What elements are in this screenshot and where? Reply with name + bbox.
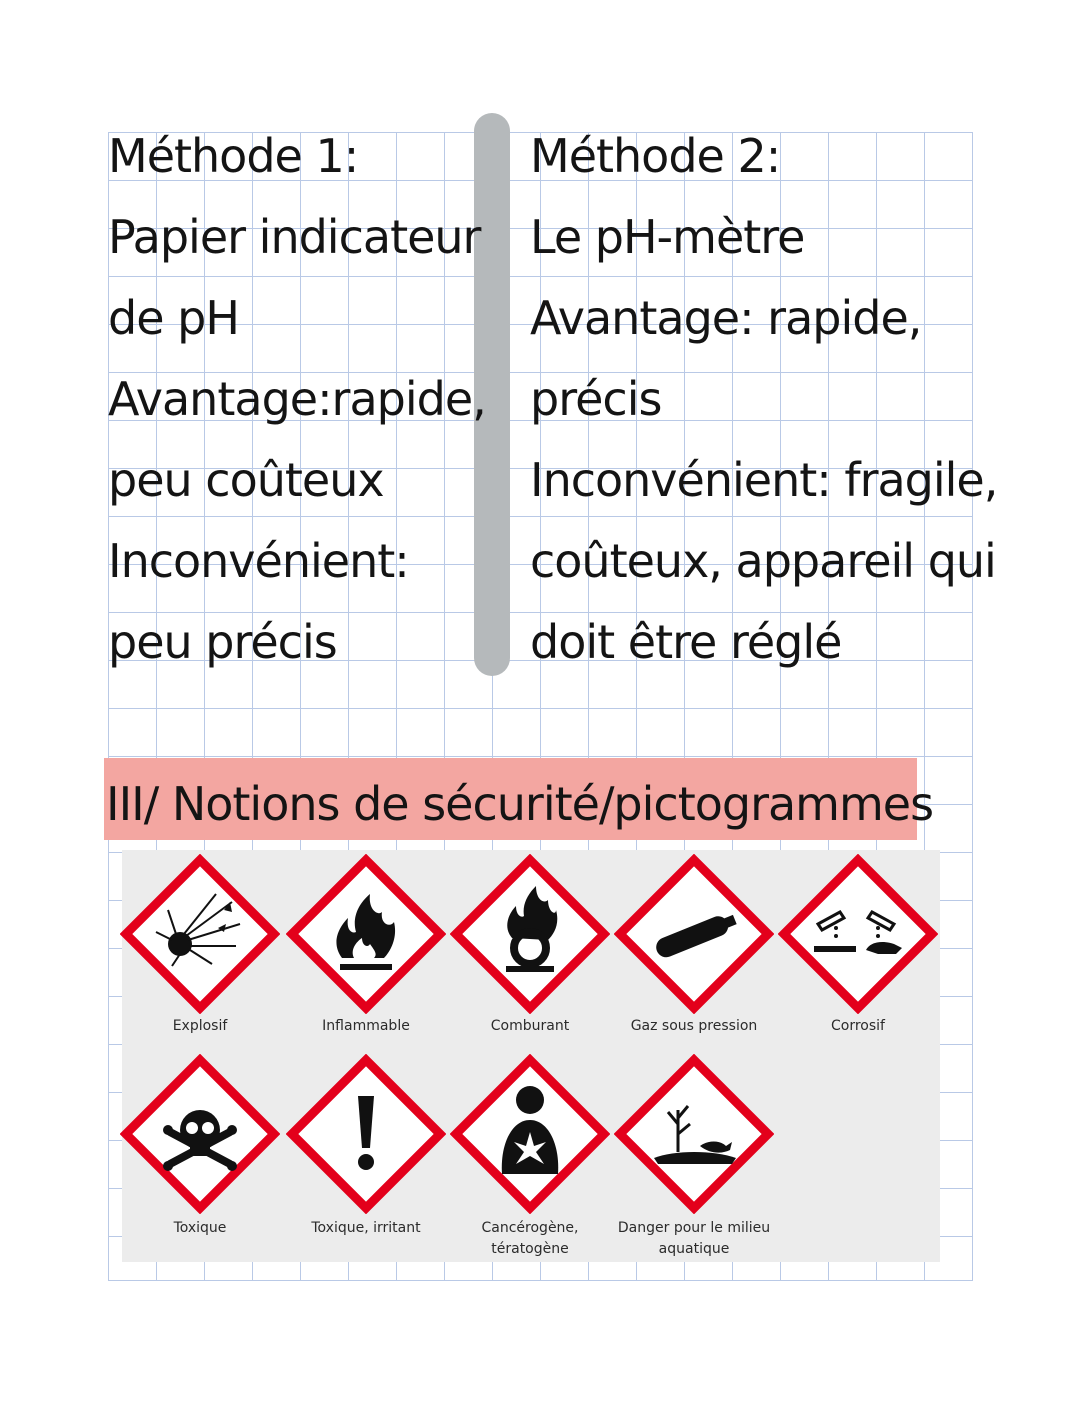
health-hazard-icon [450,1054,610,1214]
method-2-heading: Méthode 2: [530,129,781,183]
method-1-line: Inconvénient: [108,534,409,588]
pictogram-label-line-2: aquatique [658,1241,730,1257]
method-2-line: Inconvénient: fragile, [530,453,998,507]
method-2-column [530,128,997,695]
pictogram-label: Gaz sous pression [630,1018,758,1034]
flame-icon [286,854,446,1014]
pictogram-panel [122,850,940,1262]
environment-icon [614,1054,774,1214]
pictogram-label: Toxique, irritant [311,1220,421,1236]
gas-cylinder-icon [614,854,774,1014]
section-title: III/ Notions de sécurité/pictogrammes [106,777,934,831]
corrosion-icon [778,854,938,1014]
method-2-line: Avantage: rapide, [530,291,922,345]
method-1-line: Avantage:rapide, [108,372,486,426]
exclamation-mark-icon [286,1054,446,1214]
flame-over-circle-icon [450,854,610,1014]
pictogram-label: Corrosif [831,1018,885,1034]
method-1-heading: Méthode 1: [108,129,359,183]
method-2-line: coûteux, appareil qui [530,534,996,588]
pictogram-label-line-2: tératogène [491,1241,569,1257]
method-1-column [108,128,486,695]
skull-crossbones-icon [120,1054,280,1214]
method-1-line: peu précis [108,615,337,669]
method-2-line: précis [530,372,662,426]
method-2-line: Le pH-mètre [530,210,805,264]
pictogram-label: Comburant [490,1018,570,1034]
pictogram-label: Inflammable [322,1018,410,1034]
method-2-line: doit être réglé [530,615,842,669]
exploding-bomb-icon [120,854,280,1014]
pictogram-label: Explosif [172,1018,228,1034]
pictogram-label: Cancérogène, [481,1220,579,1236]
section-title-highlight [104,758,934,840]
method-1-line: Papier indicateur [108,210,481,264]
pictogram-label: Toxique [173,1220,227,1236]
method-1-line: peu coûteux [108,453,384,507]
method-1-line: de pH [108,291,239,345]
pictogram-label: Danger pour le milieu [617,1220,771,1236]
